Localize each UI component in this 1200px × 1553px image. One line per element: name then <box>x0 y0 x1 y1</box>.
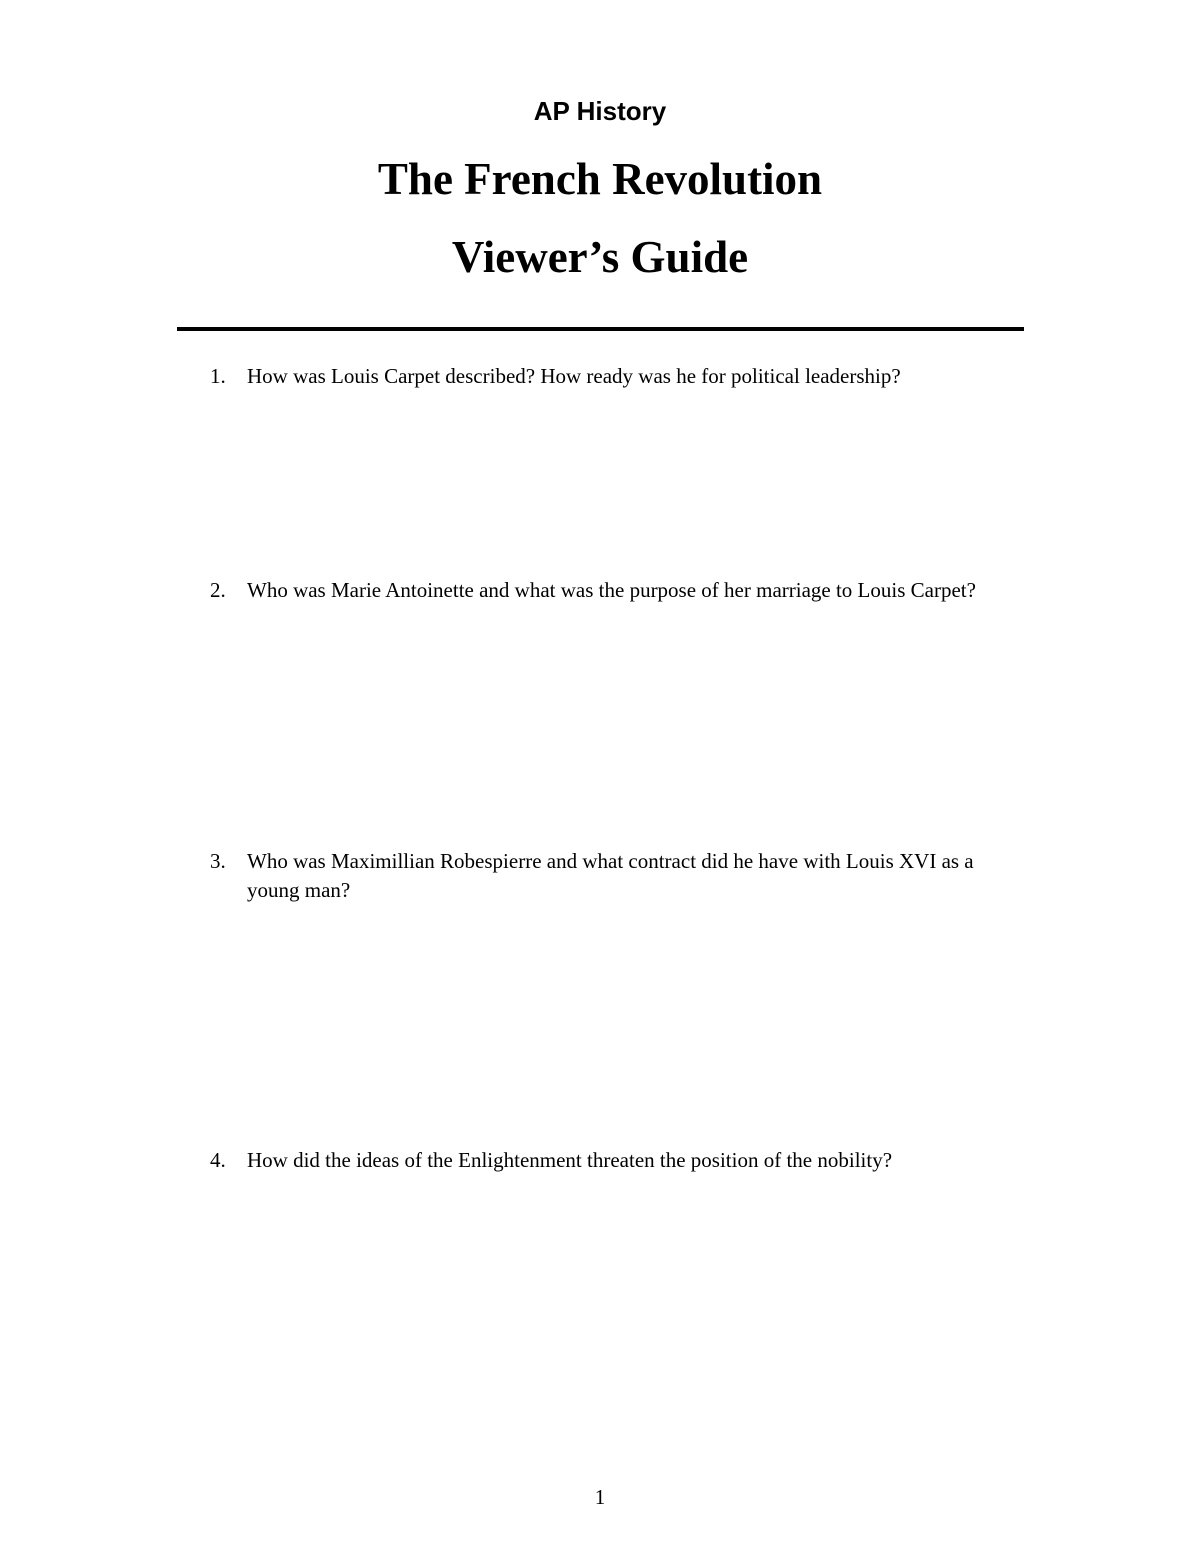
question-number: 1. <box>210 364 226 388</box>
question-item-1 <box>210 362 1030 391</box>
question-text: How was Louis Carpet described? How ready was he for political leadership? <box>247 364 901 388</box>
question-number: 4. <box>210 1148 226 1172</box>
question-number: 2. <box>210 578 226 602</box>
question-item-4 <box>210 1146 1030 1175</box>
question-text: Who was Marie Antoinette and what was the purpose of her marriage to Louis Carpet? <box>247 578 976 602</box>
document-subtitle: Viewer’s Guide <box>451 232 749 282</box>
question-item-3 <box>210 847 1030 905</box>
question-text: How did the ideas of the Enlightenment threaten the position of the nobility? <box>247 1148 893 1172</box>
course-heading: AP History <box>533 96 667 126</box>
header-divider <box>177 327 1024 331</box>
question-number: 3. <box>210 849 226 873</box>
document-title: The French Revolution <box>377 154 823 204</box>
question-text: Who was Maximillian Robespierre and what contract did he have with Louis XVI as a young man? <box>247 849 974 902</box>
question-item-2 <box>210 576 1030 605</box>
page-number: 1 <box>594 1485 606 1509</box>
